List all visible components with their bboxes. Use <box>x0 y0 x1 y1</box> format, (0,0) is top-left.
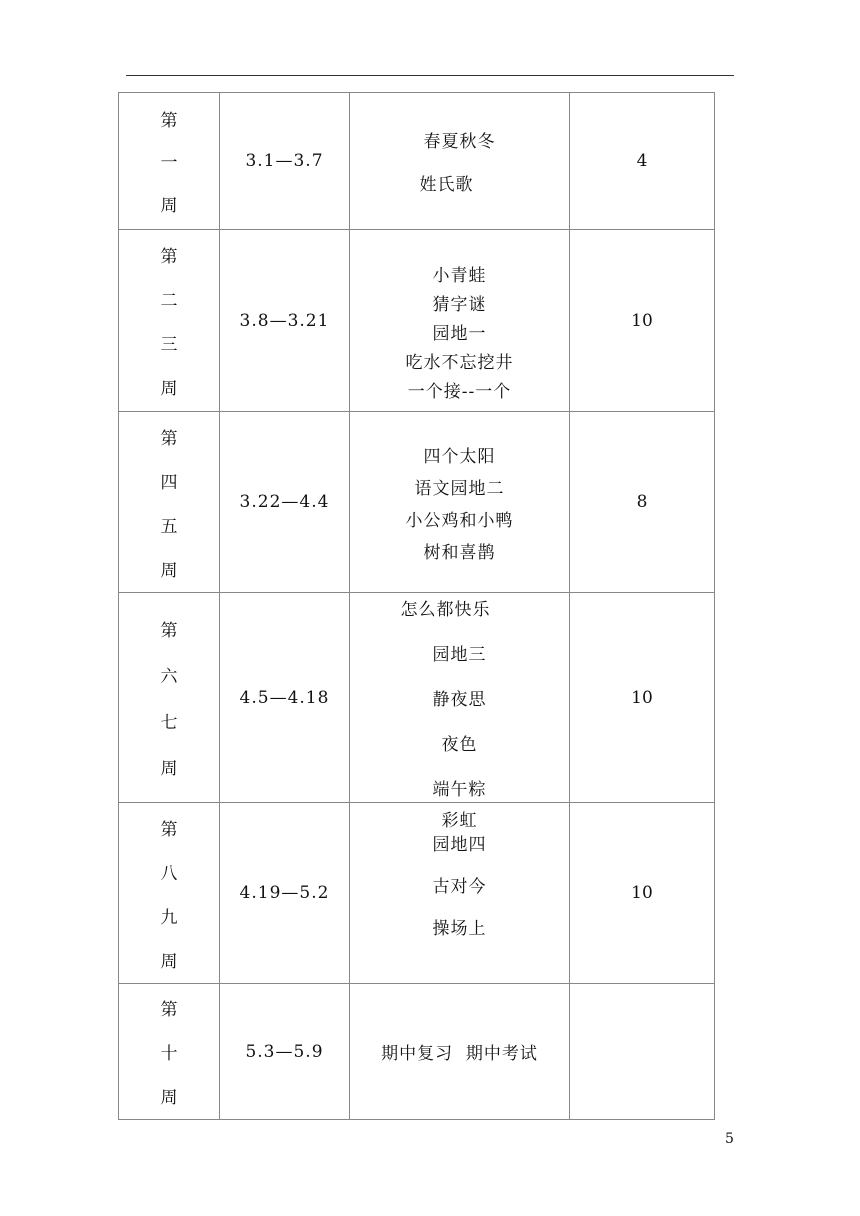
table-row <box>119 803 715 984</box>
header-rule <box>126 75 734 76</box>
lesson-title: 端午粽 <box>432 780 487 800</box>
content-cell <box>350 593 570 803</box>
lesson-title: 姓氏歌 <box>419 175 474 195</box>
table-row <box>119 230 715 412</box>
week-char: 七 <box>160 713 178 734</box>
hours-cell <box>570 93 715 230</box>
week-char: 十 <box>160 1043 178 1064</box>
week-cell <box>119 93 220 230</box>
hours-cell <box>570 230 715 412</box>
hours-value: 10 <box>631 310 653 331</box>
week-char: 周 <box>160 759 178 780</box>
week-cell <box>119 230 220 412</box>
content-cell <box>350 984 570 1120</box>
lesson-title: 园地一 <box>432 324 487 344</box>
hours-value: 8 <box>636 492 648 512</box>
week-char: 一 <box>160 153 178 174</box>
week-char: 八 <box>160 863 178 884</box>
week-cell <box>119 803 220 984</box>
week-char: 四 <box>160 472 178 493</box>
week-char: 六 <box>160 666 178 687</box>
content-cell <box>350 803 570 984</box>
week-char: 三 <box>160 335 178 356</box>
week-char: 周 <box>160 379 178 400</box>
table-row <box>119 593 715 803</box>
week-char: 周 <box>160 560 178 581</box>
week-cell <box>119 593 220 803</box>
hours-cell <box>570 412 715 593</box>
date-range: 4.19—5.2 <box>239 883 330 903</box>
week-char: 周 <box>160 951 178 972</box>
schedule-table <box>118 92 715 1120</box>
hours-cell <box>570 984 715 1120</box>
week-char: 第 <box>160 110 178 131</box>
date-range: 3.22—4.4 <box>239 492 330 512</box>
lesson-title: 园地四 <box>432 835 487 855</box>
week-char: 二 <box>160 290 178 311</box>
date-cell <box>220 593 350 803</box>
lesson-title: 期中复习 期中考试 <box>381 1044 538 1064</box>
lesson-title: 夜色 <box>441 735 478 755</box>
lesson-title: 猜字谜 <box>432 295 487 315</box>
week-char: 周 <box>160 1087 178 1108</box>
lesson-title: 静夜思 <box>432 690 487 710</box>
date-cell <box>220 803 350 984</box>
date-cell <box>220 984 350 1120</box>
week-char: 五 <box>160 516 178 537</box>
week-char: 九 <box>160 907 178 928</box>
lesson-title: 树和喜鹊 <box>423 542 496 563</box>
week-char: 第 <box>160 428 178 449</box>
lesson-title: 春夏秋冬 <box>423 132 496 152</box>
date-cell <box>220 412 350 593</box>
table-row <box>119 412 715 593</box>
page-number: 5 <box>725 1131 734 1147</box>
lesson-title: 吃水不忘挖井 <box>405 353 514 373</box>
table-row <box>119 93 715 230</box>
date-range: 3.8—3.21 <box>239 310 330 331</box>
lesson-title: 操场上 <box>432 919 487 939</box>
week-cell <box>119 412 220 593</box>
week-char: 第 <box>160 246 178 267</box>
hours-cell <box>570 803 715 984</box>
lesson-title: 小公鸡和小鸭 <box>405 510 514 531</box>
content-cell <box>350 93 570 230</box>
hours-value: 10 <box>631 687 653 708</box>
hours-value: 4 <box>636 151 648 171</box>
content-cell <box>350 230 570 412</box>
hours-value: 10 <box>631 883 653 903</box>
week-char: 第 <box>160 819 178 840</box>
lesson-title: 语文园地二 <box>414 478 505 499</box>
date-cell <box>220 93 350 230</box>
table-row <box>119 984 715 1120</box>
date-range: 4.5—4.18 <box>239 687 330 708</box>
lesson-title: 小青蛙 <box>432 266 487 286</box>
date-range: 3.1—3.7 <box>245 151 324 171</box>
week-cell <box>119 984 220 1120</box>
date-range: 5.3—5.9 <box>245 1041 324 1062</box>
week-char: 第 <box>160 1000 178 1021</box>
week-char: 第 <box>160 620 178 641</box>
lesson-title: 彩虹 <box>441 811 478 831</box>
lesson-title: 四个太阳 <box>423 446 496 467</box>
lesson-title: 园地三 <box>432 645 487 665</box>
lesson-title: 古对今 <box>432 877 487 897</box>
date-cell <box>220 230 350 412</box>
content-cell <box>350 412 570 593</box>
week-char: 周 <box>160 196 178 217</box>
lesson-title: 一个接--一个 <box>407 382 512 402</box>
hours-cell <box>570 593 715 803</box>
lesson-title: 怎么都快乐 <box>400 600 491 620</box>
